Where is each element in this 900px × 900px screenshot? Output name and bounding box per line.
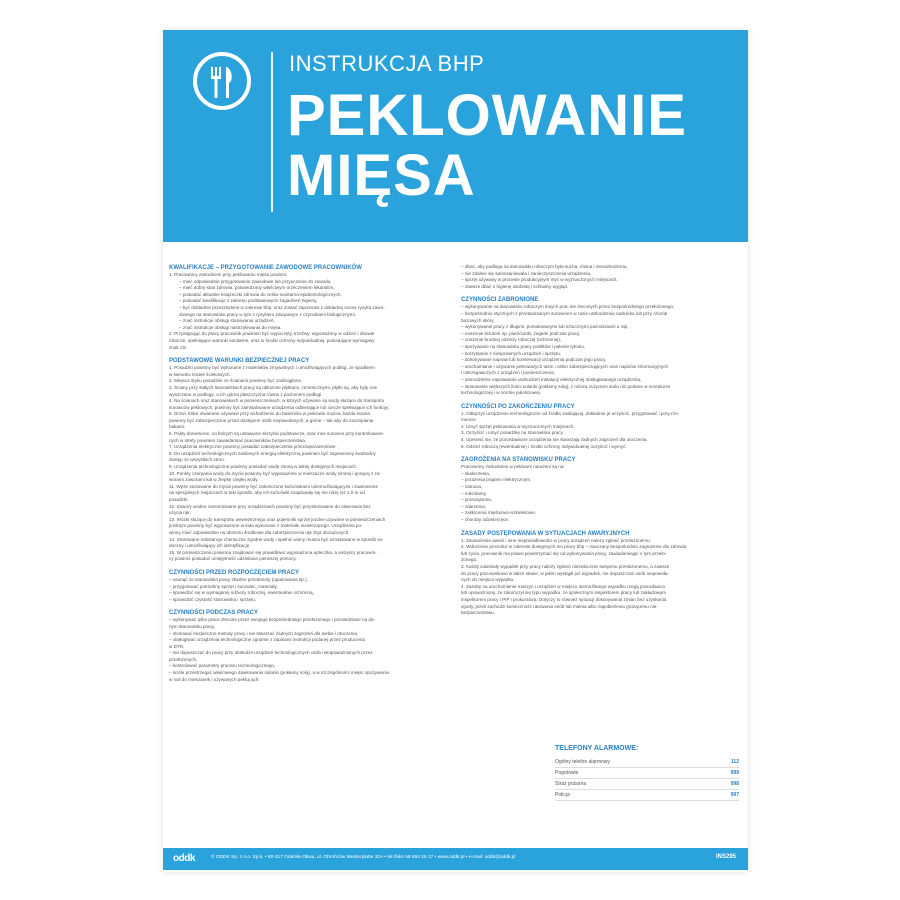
- text-line: robocze, spełniające warunki sanitarne, oraz w środki ochrony indywidualnej, posiadające wymagany: [169, 337, 375, 343]
- text-line: nym stanowisku pracy,: [169, 623, 216, 629]
- section-title: CZYNNOŚCI PO ZAKOŃCZENIU PRACY: [461, 403, 575, 410]
- text-line: 4. Zasoby na uruchomienie maszyn i urządzeń w miejscu niemożliwego wypadku mogą pracodawca: [461, 583, 665, 589]
- text-line: 14. Stosowane substancje chemiczne zgodne wody i spełnić winny musza być oznakowane w sposób wi-: [169, 536, 384, 542]
- text-line: – stosowanie większych ilości solanki (pokłamy solą), z niższą zużyciem sodu niż podane w recepturze: [461, 383, 671, 389]
- section-title: KWALIFIKACJE – PRZYGOTOWANIE ZAWODOWE PRACOWNIKÓW: [169, 265, 362, 271]
- text-line: – posiadać aktualne książeczki zdrowia do celów sanitarno-epidemiologicznych,: [179, 291, 342, 297]
- text-line: zgody, jeżeli zachodzi konieczność ratowania osób lub mienia albo zapobieżenia grożącemu nie-: [461, 603, 658, 609]
- text-line: 1. Pracownicy zatrudnieni przy peklowaniu mięsa powinni:: [169, 272, 288, 277]
- text-line: przełożonych,: [169, 656, 198, 662]
- text-line: 4. Na ścianach oraz stanowiskach w pomieszczeniach, w których używane są wody służące do transportu: [169, 398, 385, 404]
- section: [461, 264, 733, 290]
- text-line: Pracownicy zatrudnieni w peklowni narażeni są na:: [461, 464, 565, 470]
- fork-knife-icon: [193, 52, 251, 110]
- text-line: 3. Oczyścić i umyć posadzkę na stanowisku pracy.: [461, 430, 564, 436]
- text-line: w kierunku kratek ściekowych.: [169, 371, 231, 377]
- text-line: – porażenia prądem elektrycznym,: [461, 477, 532, 483]
- text-line: 1. Posadzki powinny być wykonane z materiałów zmywalnych i umożliwiających podłóg, ze spadkiem: [169, 365, 375, 371]
- text-line: mencie.: [461, 417, 478, 423]
- text-line: cy powinni posiadać umiejętność udzielania pierwszej pomocy.: [169, 556, 297, 562]
- text-line: 2. Umyć sprzęt peklowania w wyznaczonych miejscach.: [461, 423, 575, 429]
- text-line: do pracy pracownikowi w takim stanie, w jakim wystąpił już wypadek, nie dopuszczać osób niepowoła-: [461, 570, 669, 576]
- text-line: – wykonywanie na stanowisku roboczym innych prac nie zleconych przez bezpośredniego przełożonego,: [461, 304, 675, 310]
- text-line: 5. Odzież roboczą (ewentualnie) i środki ochrony indywidualnej oczyścić i wymyć.: [461, 443, 627, 449]
- text-line: surowców peklowych, powinny być zainstalowane urządzenia odbierające lub ciecze spełniające ich funkcję.: [169, 404, 390, 410]
- text-line: – przygotować potrzebny sprzęt i surowiec, materiały,: [169, 583, 278, 589]
- text-line: – zawsze dbać o higienę osobistą i schludny wygląd.: [461, 283, 569, 289]
- text-line: – przeciążenia,: [461, 497, 492, 503]
- text-line: bezpieczeństwu.: [461, 610, 495, 616]
- phone-row: [555, 790, 739, 801]
- text-line: doczny i umożliwiający ich identyfikację.: [169, 543, 251, 549]
- header-banner: [163, 30, 748, 242]
- phone-number: 112: [730, 759, 739, 765]
- phone-number: 997: [730, 792, 739, 798]
- text-line: nych w strefy powinien zawiadamiać pracowników bezpieczeństwa.: [169, 437, 307, 443]
- emergency-phones: [555, 744, 739, 801]
- instruction-sheet: [163, 30, 748, 872]
- text-line: nych do miejsca wypadku.: [461, 577, 515, 583]
- text-line: – mieć dobry stan zdrowia, potwierdzony właściwym orzeczeniem lekarskim,: [179, 285, 335, 291]
- text-line: wyszczane w podłogę, a ich górna płaszczyzna równa z poziomem podłogi.: [169, 391, 323, 397]
- section-title: CZYNNOŚCI ZABRONIONE: [461, 297, 539, 304]
- section: [169, 357, 441, 563]
- left-column: [169, 264, 441, 689]
- text-line: – znać instrukcje obsługi stosowania urządzeń,: [179, 318, 275, 324]
- text-line: – skaleczenia,: [461, 470, 491, 476]
- phone-row: [555, 768, 739, 779]
- phone-number: 999: [730, 770, 739, 776]
- text-line: – stosować bezpieczne metody pracy i nie stwarzać żadnych zagrożeń dla siebie i otoczenia,: [169, 630, 359, 636]
- text-line: 11. Węże stosowane do mycia powinny być zakończone końcówkami uniemożliwiającymi i zawieszone: [169, 483, 379, 489]
- title-line-2: MIĘSA: [287, 143, 476, 208]
- text-line: hakami.: [169, 424, 186, 430]
- text-line: – bezpośrednio stycznych z przetwarzanym surowcem w razie uszkodzenia naskórka lub przy chorób: [461, 310, 668, 316]
- text-line: – usunąć ze stanowiska pracy zbędne przedmioty (opakowania itp.),: [169, 576, 308, 582]
- text-line: 5. Drzwi, które otwierane używane przy wchodzeniu do baseniów w pełnowie można, każda ściana: [169, 411, 370, 417]
- text-line: – sprzęt używany w procesie produkcyjnym myć w wyznaczonych miejscach,: [461, 277, 618, 283]
- text-line: bazowych skóry,: [461, 317, 495, 323]
- text-line: 1. Odłączyć urządzenie technologiczne od źródła zasilającej, dokładnie je oczyścić, przygotować i przy-rżn-: [461, 410, 680, 416]
- text-line: 3. Ściany przy stałych stanowiskach pracy są obłożone płytkami, ceramicznymi, płytki są, aby były one: [169, 384, 378, 390]
- text-line: – mikrolamy,: [461, 490, 487, 496]
- phone-label: Pogotowie: [555, 770, 579, 776]
- text-line: – nie zdalnie się samozaniewała i zanieczyszczenia urządzenia,: [461, 270, 592, 276]
- text-line: powinny być zabezpieczone przed dostępem osób niepowołanych, a górne – tak aby do zaczepiania: [169, 417, 374, 423]
- text-line: – noszenie biżuterii np. pierścionki, zegarki podczas pracy,: [461, 330, 581, 336]
- text-line: na specjalnych zwijaczach w taki sposób, aby ich końcówki znajdowały się nie niżej niż 1,0 m od: [169, 490, 365, 496]
- emergency-phones-title: TELEFONY ALARMOWE:: [555, 745, 639, 752]
- phone-number: 998: [730, 781, 739, 787]
- text-line: technologicznej i w normie jakościowej.: [461, 390, 541, 396]
- text-line: użycia rąk.: [169, 510, 191, 516]
- section-title: CZYNNOŚCI PODCZAS PRACY: [169, 610, 259, 617]
- text-line: jezdnym powinny być wyposażone w koła wykonane z materiału nieiskrzącego. Urządzenia po-: [169, 523, 363, 529]
- footer-bar: [163, 848, 748, 870]
- text-line: – sprawdzić czystość stanowiska i sprzętu.: [169, 596, 257, 602]
- text-line: – dokonywanie napraw lub konserwacji urządzenia podczas jego pracy,: [461, 357, 607, 363]
- text-line: – zdarzenia,: [461, 503, 487, 509]
- text-line: – nie dopuszczać do pracy przy obsłudze urządzeń technologicznych osób nieupoważnionych przez: [169, 650, 373, 656]
- header-kicker: INSTRUKCJA BHP: [289, 51, 485, 76]
- text-line: – wykonywać tylko prace zlecone przez swojego bezpośredniego przełożonego i przewidziane na da-: [169, 617, 376, 623]
- page-title: [287, 83, 687, 208]
- text-line: worami zaworami lub w zlepkę ciepłej wody.: [169, 477, 259, 483]
- phone-label: Straż pożarna: [555, 781, 587, 787]
- text-line: – spożywanie na stanowisku pracy posiłków i palenie tytoniu,: [461, 343, 586, 349]
- phone-label: Policja: [555, 792, 570, 798]
- text-line: – korzystanie z niesprawnych urządzeń i sprzętu,: [461, 350, 562, 356]
- text-line: 2. Wdrożenie procedur w zakresie dostępnych mu pracy bhp – nauczany bezpośrednio zagrożenie dla zdrowia: [461, 544, 687, 550]
- section: [461, 296, 733, 396]
- text-line: 13. Wózki służące do transportu wewnętrznego oraz pojemniki sprzęt jezdne używane w pomieszczeniach: [169, 516, 386, 522]
- section: [169, 609, 441, 683]
- text-line: – ściśle przestrzegać właściwego dawkowania solanki (pokłamy solą), a w szczególności miejsc spożywania: [169, 670, 390, 676]
- text-line: lub życia, pracownik ma prawo powstrzymać się od wykonywania pracy, zawiadamiając o tym przeło-: [461, 550, 667, 556]
- text-line: i ostrzegawczych z urządzeń i pomieszczenia,: [461, 370, 555, 376]
- phone-row: [555, 757, 739, 768]
- text-line: winny mieć odpowiednie na obrzeżu środkowe dla zabezpieczenia rąk zbyt obciążonych.: [169, 529, 350, 535]
- text-line: 15. W pomieszczeniu powinna znajdować się prawidłowo wyposażona apteczka, a wszyscy pracowni-: [169, 549, 377, 555]
- text-line: – dbać, aby podłoga na stanowisku roboczym była sucha, równa i nieuszkodzona,: [461, 264, 628, 269]
- phone-row: [555, 779, 739, 790]
- section: [169, 264, 441, 351]
- text-line: – wykonywanie pracy z długimi, pomalowanymi lub sztucznymi paznokciami u rąk,: [461, 324, 629, 330]
- text-line: – obsługiwać urządzenia technologiczne zgodnie z zapisami instrukcji podanej przez producenta: [169, 637, 366, 643]
- document-code: INS295: [715, 854, 736, 860]
- text-line: – kontrolować parametry procesu technologicznego,: [169, 663, 276, 669]
- text-line: – posiadać kwalifikacje z zakresu podstawowych zagadnień higieny,: [179, 298, 318, 304]
- text-line: – samodzielne naprawianie uszkodzeń instalacji elektrycznej obsługiwanego urządzenia,: [461, 376, 642, 382]
- oddk-logo: oddk: [173, 853, 195, 864]
- text-line: w soli do mieszanek i używanych pekluj ąch.: [169, 676, 260, 682]
- text-line: znak CE.: [169, 344, 188, 350]
- text-line: – zatrucia,: [461, 484, 483, 490]
- text-line: posadzki.: [169, 497, 189, 502]
- section: [461, 530, 733, 617]
- text-line: – być dokładnie przeszkolone w zakresie bhp, oraz zostać zapoznani z dokładną ocenę ryzyka zawo-: [179, 304, 385, 310]
- text-line: dowego na stanowisku pracy w tym z ryzykiem związanym z czynnikami biologicznymi,: [179, 311, 356, 317]
- section-title: ZASADY POSTĘPOWANIA W SYTUACJACH AWARYJNYCH: [461, 530, 630, 537]
- text-line: 3. Każdy zaistniały wypadek przy pracy należy zgłosić niezwłocznie swojemu przełożonemu, a zawsze: [461, 563, 670, 569]
- text-line: 1. Zauważenie awarii i inne nieprawidłowości w pracy urządzeń należy zgłosić przełożonemu.: [461, 537, 651, 543]
- text-line: dostęp ze wszystkich stron.: [169, 457, 225, 463]
- text-line: 2. Przystępując do pracy pracownik powinien być wypoczęty, trzeźwy, wyposażony w odzież i obuwie: [169, 331, 375, 337]
- phone-label: Ogólny telefon alarmowy: [555, 759, 611, 765]
- text-line: 4. Upewnić się, że pozostawione urządzenia nie stwarzają żadnych zagrożeń dla otoczenia.: [461, 437, 648, 443]
- text-line: 6. Pakty doniesione, na których są ustawiane skrzynki podstawcze, oraz inne surowce przy kontrolowane-: [169, 431, 385, 437]
- header-divider: [271, 52, 273, 212]
- text-line: w DTR,: [169, 643, 185, 649]
- right-column: [461, 264, 733, 623]
- section: [169, 569, 441, 603]
- text-line: 2. Miejsca styku posadzek ze ścianami powinny być zaokrąglone.: [169, 378, 303, 384]
- text-line: 9. Urządzenia technologiczne powinny posiadać wodę zimną w takiej dostępnych miejscach.: [169, 464, 358, 470]
- text-line: – sprawdzić się w wymaganej odzieży roboczej, ewentualnie ochronną,: [169, 590, 314, 596]
- text-line: 8. Do urządzeń technologicznych zasilanych energią elektryczną powinien być zapewniony swobodny: [169, 450, 376, 456]
- text-line: 10. Punkty czerpania wody do mycia powinny być wyposażone w mieszacze wody zimnej i gorącej z za-: [169, 470, 381, 476]
- section: [461, 456, 733, 523]
- footer-contact: © ODDK Sp. z o.o. Sp.k. • 80-317 Gdańsk-Oliwa, ul. Obrońców Westerplatte 32A • tel./faks 58 554 29 17 • www.oddk.pl • e-mail: oddk@oddk.pl: [211, 855, 516, 860]
- text-line: żonego.: [461, 557, 478, 563]
- text-line: – noszenie brudnej odzieży roboczej (ochronnej),: [461, 337, 562, 343]
- text-line: – mieć odpowiednie przygotowanie zawodowe lub przyuczenie do zawodu,: [179, 278, 332, 284]
- text-line: – choroby odzwierzęce.: [461, 517, 510, 522]
- text-line: – zakłócenia mięśniowo-szkieletowe,: [461, 510, 537, 516]
- section: [461, 403, 733, 451]
- title-line-1: PEKLOWANIE: [287, 83, 687, 148]
- text-line: – uruchamianie i używanie pełnowarych taśm i osłon zabezpieczających oraz napisów informacyjnych: [461, 363, 669, 369]
- section-title: ZAGROŻENIA NA STANOWISKU PRACY: [461, 457, 576, 464]
- section-title: CZYNNOŚCI PRZED ROZPOCZĘCIEM PRACY: [169, 569, 300, 576]
- text-line: inspektorem pracy i PIP i prokuraturą. Dotyczy to również sytuacji dokonywania zmian bez uzyskania: [461, 596, 667, 602]
- section-title: PODSTAWOWE WARUNKI BEZPIECZNEJ PRACY: [169, 358, 310, 365]
- text-line: 7. Urządzenia elektryczne powinny posiadać zabezpieczenia przeciwporażeniowe.: [169, 444, 337, 450]
- text-line: 12. Zawory wodne zamontowane przy urządzeniach powinny być przystosowane do otwierania bez: [169, 503, 371, 509]
- text-line: lub upoważniony, że zakończył się typu wypadku, ze społecznym inspektorem pracy lub zakładowym: [461, 590, 666, 596]
- text-line: – znać instrukcje obsługi nastrzykiwania do mięsa.: [179, 324, 282, 330]
